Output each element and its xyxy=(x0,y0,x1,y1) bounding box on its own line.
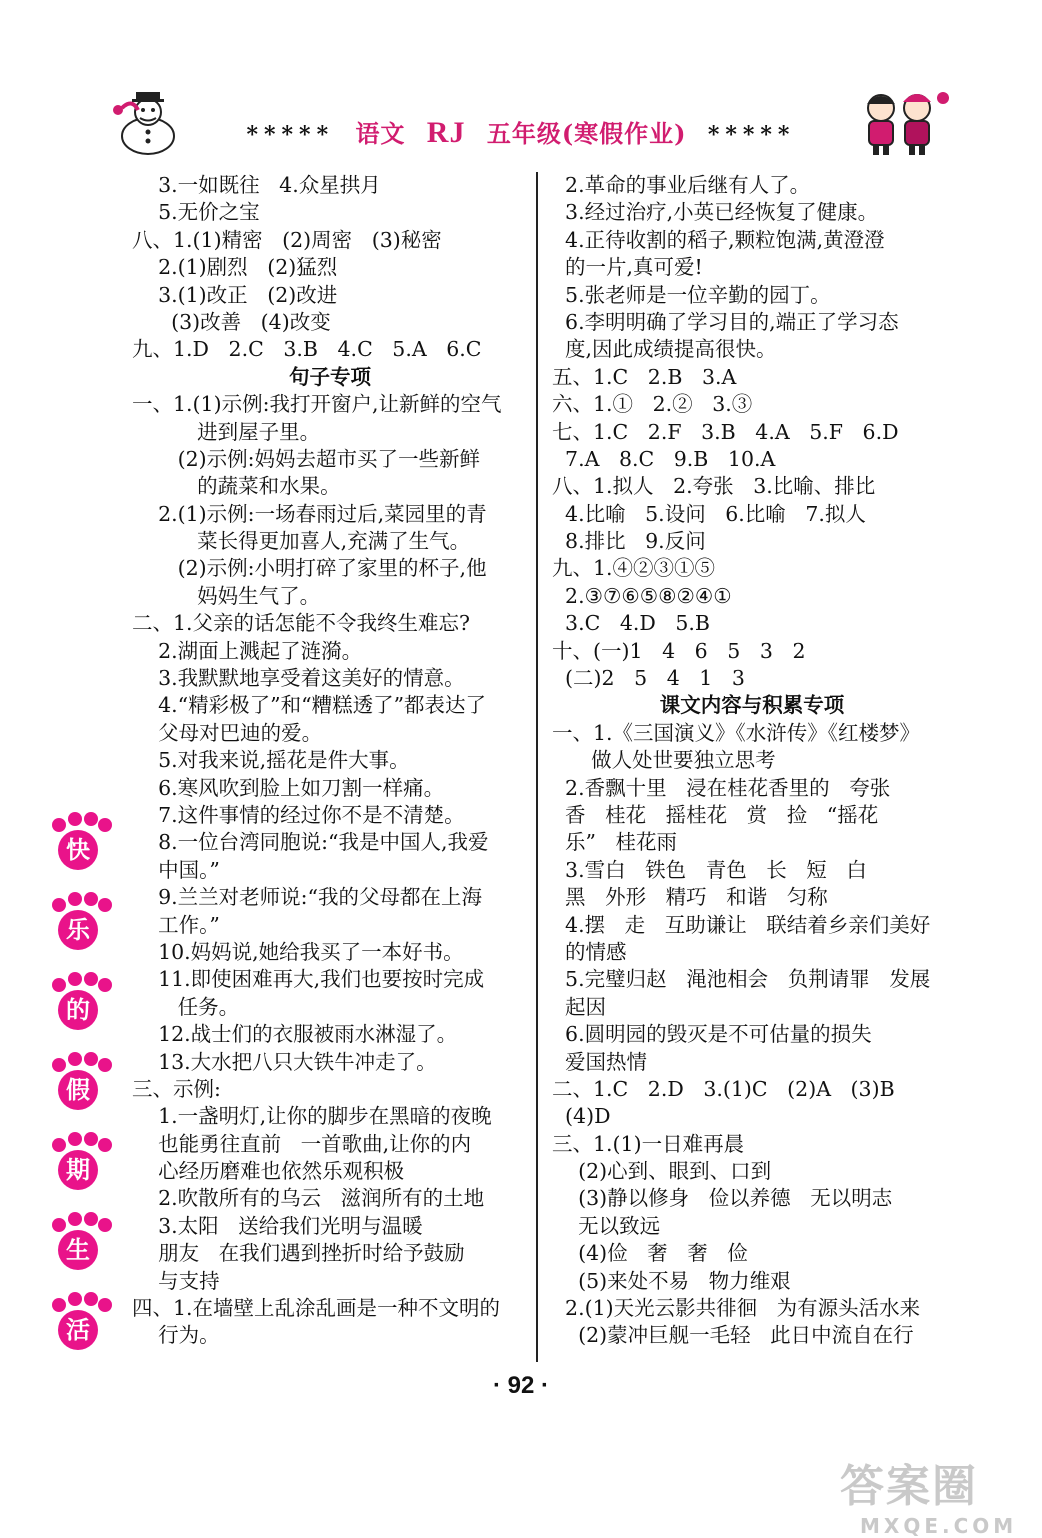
paw-print-icon xyxy=(46,892,110,966)
answer-column-left xyxy=(132,172,528,1350)
section-title: 句子专项 xyxy=(289,364,371,389)
answer-line: 7.A 8.C 9.B 10.A xyxy=(552,446,776,471)
paw-toe xyxy=(68,812,82,826)
page-number: · 92 · xyxy=(492,1372,549,1399)
slogan-char: 假 xyxy=(58,1070,98,1110)
paw-toe xyxy=(98,978,112,992)
answer-line: 的蔬菜和水果。 xyxy=(132,474,341,499)
header-grade: 五年级(寒假作业) xyxy=(486,119,687,148)
paw-toe xyxy=(68,972,82,986)
answer-line: 3.太阳 送给我们光明与温暖 xyxy=(132,1213,423,1238)
answer-line: 无以致远 xyxy=(552,1213,661,1238)
answer-line: 七、1.C 2.F 3.B 4.A 5.F 6.D xyxy=(552,419,899,444)
header-stars-left: ***** xyxy=(246,122,335,148)
paw-toe xyxy=(68,1132,82,1146)
answer-line: 心经历磨难也依然乐观积极 xyxy=(132,1159,405,1184)
answer-line: 4.正待收割的稻子,颗粒饱满,黄澄澄 xyxy=(552,227,885,252)
paw-print-icon xyxy=(46,972,110,1046)
answer-line: 与支持 xyxy=(132,1268,220,1293)
answer-column-right xyxy=(552,172,952,1350)
paw-toe xyxy=(84,1292,98,1306)
paw-toe xyxy=(84,892,98,906)
slogan-char: 快 xyxy=(58,830,98,870)
paw-toe xyxy=(68,892,82,906)
section-title: 课文内容与积累专项 xyxy=(659,693,845,718)
answer-line: 二、1.父亲的话怎能不令我终生难忘? xyxy=(132,611,471,636)
answer-line: 2.香飘十里 浸在桂花香里的 夸张 xyxy=(552,775,891,800)
answer-line: 5.对我来说,摇花是件大事。 xyxy=(132,748,410,773)
paw-toe xyxy=(84,972,98,986)
paw-toe xyxy=(98,818,112,832)
watermark-logo-text: 答案圈 xyxy=(840,1461,978,1512)
answer-line: 也能勇往直前 一首歌曲,让你的内 xyxy=(132,1131,472,1156)
watermark-url: MXQE.COM xyxy=(860,1514,1018,1538)
answer-line: 中国。” xyxy=(132,857,220,882)
answer-line: (3)静以修身 俭以养德 无以明志 xyxy=(552,1186,893,1211)
answer-line: 2.湖面上溅起了涟漪。 xyxy=(132,638,363,663)
paw-toe xyxy=(68,1052,82,1066)
answer-line: 八、1.拟人 2.夸张 3.比喻、排比 xyxy=(552,474,876,499)
answer-line: 爱国热情 xyxy=(552,1049,648,1074)
paw-toe xyxy=(52,1298,66,1312)
answer-line: 3.经过治疗,小英已经恢复了健康。 xyxy=(552,200,879,225)
answer-line: 八、1.(1)精密 (2)周密 (3)秘密 xyxy=(132,227,442,252)
answer-line: 十、(一)1 4 6 5 3 2 xyxy=(552,638,806,663)
answer-line: 度,因此成绩提高很快。 xyxy=(552,337,777,362)
paw-toe xyxy=(98,1058,112,1072)
answer-line: 工作。” xyxy=(132,912,220,937)
answer-line: 2.(1)天光云影共徘徊 为有源头活水来 xyxy=(552,1296,921,1321)
answer-line: 3.雪白 铁色 青色 长 短 白 xyxy=(552,857,867,882)
paw-toe xyxy=(98,1298,112,1312)
answer-line: 六、1.① 2.② 3.③ xyxy=(552,392,753,417)
column-divider xyxy=(536,172,538,1362)
slogan-char: 的 xyxy=(58,990,98,1030)
children-mascot-icon xyxy=(845,88,955,158)
answer-line: 香 桂花 摇桂花 赏 捡 “摇花 xyxy=(552,802,879,827)
answer-line: 4.“精彩极了”和“糟糕透了”都表达了 xyxy=(132,693,487,718)
answer-line: 九、1.D 2.C 3.B 4.C 5.A 6.C xyxy=(132,337,482,362)
answer-line: 起因 xyxy=(552,994,607,1019)
paw-toe xyxy=(84,1132,98,1146)
answer-line: 13.大水把八只大铁牛冲走了。 xyxy=(132,1049,437,1074)
answer-line: 10.妈妈说,她给我买了一本好书。 xyxy=(132,939,464,964)
header-edition: RJ xyxy=(426,116,466,149)
answer-line: 6.寒风吹到脸上如刀割一样痛。 xyxy=(132,775,445,800)
answer-line: (2)示例:小明打碎了家里的杯子,他 xyxy=(132,556,487,581)
side-slogan xyxy=(46,812,110,1372)
answer-line: 三、1.(1)一日难再晨 xyxy=(552,1131,745,1156)
answer-line: 2.③⑦⑥⑤⑧②④① xyxy=(552,583,732,608)
answer-line: (4)D xyxy=(552,1104,611,1129)
paw-toe xyxy=(68,1212,82,1226)
answer-line: 5.完璧归赵 渑池相会 负荆请罪 发展 xyxy=(552,967,931,992)
answer-line: 3.我默默地享受着这美好的情意。 xyxy=(132,666,465,691)
answer-line: 行为。 xyxy=(132,1323,220,1348)
answer-line: 3.C 4.D 5.B xyxy=(552,611,710,636)
paw-toe xyxy=(98,898,112,912)
answer-line: 黑 外形 精巧 和谐 匀称 xyxy=(552,885,828,910)
paw-print-icon xyxy=(46,812,110,886)
watermark xyxy=(840,1450,1030,1538)
answer-line: 5.张老师是一位辛勤的园丁。 xyxy=(552,282,831,307)
answer-line: (2)蒙冲巨舰一毛轻 此日中流自在行 xyxy=(552,1323,914,1348)
answer-line: 4.比喻 5.设问 6.比喻 7.拟人 xyxy=(552,501,866,526)
answer-line: 8.排比 9.反问 xyxy=(552,529,706,554)
paw-toe xyxy=(52,978,66,992)
slogan-char: 活 xyxy=(58,1310,98,1350)
slogan-char: 乐 xyxy=(58,910,98,950)
answer-line: 菜长得更加喜人,充满了生气。 xyxy=(132,529,471,554)
paw-toe xyxy=(84,812,98,826)
paw-toe xyxy=(98,1218,112,1232)
answer-line: 进到屋子里。 xyxy=(132,419,321,444)
paw-toe xyxy=(52,898,66,912)
paw-toe xyxy=(52,818,66,832)
paw-toe xyxy=(84,1212,98,1226)
answer-line: 朋友 在我们遇到挫折时给予鼓励 xyxy=(132,1241,465,1266)
answer-line: 五、1.C 2.B 3.A xyxy=(552,364,737,389)
paw-toe xyxy=(52,1058,66,1072)
answer-line: 乐” 桂花雨 xyxy=(552,830,678,855)
answer-line: 2.革命的事业后继有人了。 xyxy=(552,173,811,197)
answer-line: 父母对巴迪的爱。 xyxy=(132,720,323,745)
answer-line: (2)示例:妈妈去超市买了一些新鲜 xyxy=(132,446,481,471)
answer-line: 二、1.C 2.D 3.(1)C (2)A (3)B xyxy=(552,1076,895,1101)
answer-line: 4.摆 走 互助谦让 联结着乡亲们美好 xyxy=(552,912,931,937)
answer-line: 的情感 xyxy=(552,939,627,964)
paw-print-icon xyxy=(46,1052,110,1126)
paw-print-icon xyxy=(46,1212,110,1286)
answer-line: 3.一如既往 4.众星拱月 xyxy=(132,173,381,197)
page-header xyxy=(0,88,1042,168)
answer-line: 9.兰兰对老师说:“我的父母都在上海 xyxy=(132,885,483,910)
header-subject: 语文 xyxy=(355,119,406,148)
answer-line: 3.(1)改正 (2)改进 xyxy=(132,282,338,307)
answer-line: 11.即使困难再大,我们也要按时完成 xyxy=(132,967,485,992)
answer-line: 5.无价之宝 xyxy=(132,200,260,225)
answer-line: 6.圆明园的毁灭是不可估量的损失 xyxy=(552,1022,872,1047)
slogan-char: 期 xyxy=(58,1150,98,1190)
answer-line: 妈妈生气了。 xyxy=(132,583,321,608)
answer-line: 8.一位台湾同胞说:“我是中国人,我爱 xyxy=(132,830,489,855)
answer-line: (二)2 5 4 1 3 xyxy=(552,666,745,691)
paw-print-icon xyxy=(46,1292,110,1366)
paw-print-icon xyxy=(46,1132,110,1206)
slogan-char: 生 xyxy=(58,1230,98,1270)
answer-line: 2.(1)剧烈 (2)猛烈 xyxy=(132,255,338,280)
answer-line: 6.李明明确了学习目的,端正了学习态 xyxy=(552,309,899,334)
answer-line: 12.战士们的衣服被雨水淋湿了。 xyxy=(132,1022,458,1047)
answer-line: 九、1.④②③①⑤ xyxy=(552,556,716,581)
answer-line: (3)改善 (4)改变 xyxy=(132,309,331,334)
answer-line: 三、示例: xyxy=(132,1076,221,1101)
paw-toe xyxy=(68,1292,82,1306)
paw-toe xyxy=(52,1138,66,1152)
answer-line: 2.(1)示例:一场春雨过后,菜园里的青 xyxy=(132,501,487,526)
answer-line: (4)俭 奢 奢 俭 xyxy=(552,1241,748,1266)
answer-line: 1.一盏明灯,让你的脚步在黑暗的夜晚 xyxy=(132,1104,492,1129)
answer-line: 一、1.《三国演义》《水浒传》《红楼梦》 xyxy=(552,720,921,745)
paw-toe xyxy=(84,1052,98,1066)
answer-line: 一、1.(1)示例:我打开窗户,让新鲜的空气 xyxy=(132,392,502,417)
answer-line: (2)心到、眼到、口到 xyxy=(552,1159,772,1184)
header-stars-right: ***** xyxy=(707,122,796,148)
paw-toe xyxy=(98,1138,112,1152)
answer-line: 7.这件事情的经过你不是不清楚。 xyxy=(132,802,465,827)
answer-line: 2.吹散所有的乌云 滋润所有的土地 xyxy=(132,1186,485,1211)
answer-line: 四、1.在墙壁上乱涂乱画是一种不文明的 xyxy=(132,1296,501,1321)
answer-line: 做人处世要独立思考 xyxy=(552,748,776,773)
paw-toe xyxy=(52,1218,66,1232)
answer-line: (5)来处不易 物力维艰 xyxy=(552,1268,791,1293)
answer-line: 的一片,真可爱! xyxy=(552,255,703,280)
answer-line: 任务。 xyxy=(132,994,240,1019)
